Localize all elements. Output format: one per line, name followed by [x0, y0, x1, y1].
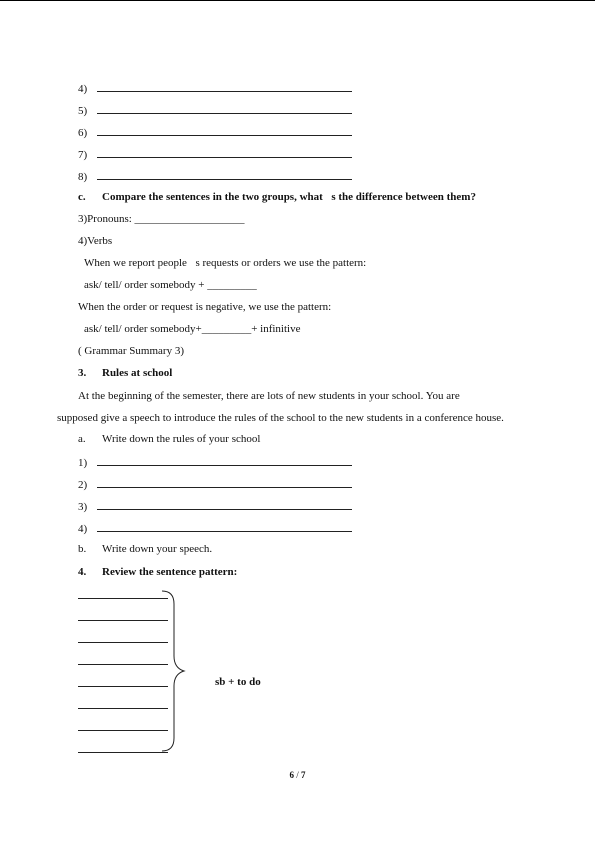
rule-line-4[interactable]	[78, 521, 352, 536]
answer-blank[interactable]	[97, 103, 352, 114]
verbs-label: 4)Verbs	[78, 235, 113, 247]
task-a	[78, 432, 260, 446]
rule-line-number: 2)	[78, 479, 88, 491]
section-4-title: Review the sentence pattern:	[102, 566, 238, 578]
current-page: 6	[289, 770, 294, 780]
answer-line-number: 4)	[78, 83, 88, 95]
rule-line-1[interactable]	[78, 455, 352, 470]
page-number	[0, 770, 595, 780]
section-4-number: 4.	[78, 566, 87, 578]
answer-line-number: 8)	[78, 171, 88, 183]
pronouns-label: 3)Pronouns:	[78, 213, 135, 225]
answer-blank[interactable]	[97, 169, 352, 180]
answer-blank[interactable]	[97, 81, 352, 92]
pattern-blank-7[interactable]	[78, 730, 168, 731]
total-pages: 7	[301, 770, 306, 780]
rule-line-number: 4)	[78, 523, 88, 535]
pronouns-row	[78, 212, 245, 226]
rule-blank[interactable]	[97, 455, 352, 466]
pattern-2: ask/ tell/ order somebody+_________+ infinitive	[84, 323, 301, 335]
pattern-label: sb + to do	[215, 676, 261, 688]
section-4-heading	[78, 565, 237, 579]
answer-blank[interactable]	[97, 125, 352, 136]
section-c-letter: c.	[78, 191, 86, 203]
rule-line-number: 3)	[78, 501, 88, 513]
answer-line-7[interactable]	[78, 147, 352, 162]
section-3-title: Rules at school	[102, 367, 173, 379]
task-b-text: Write down your speech.	[102, 543, 213, 555]
negative-text: When the order or request is negative, we use the pattern:	[78, 301, 332, 313]
requests-text: When we report people s requests or orders we use the pattern:	[84, 257, 367, 269]
answer-line-number: 6)	[78, 127, 88, 139]
page-separator: /	[293, 770, 301, 780]
answer-line-number: 5)	[78, 105, 88, 117]
page-top-rule	[0, 0, 595, 1]
section-c-title: Compare the sentences in the two groups, what s the difference between them?	[102, 191, 476, 203]
task-b-label: b.	[78, 543, 87, 555]
rule-line-number: 1)	[78, 457, 88, 469]
pattern-blank-8[interactable]	[78, 752, 168, 753]
right-brace-icon	[160, 590, 186, 752]
rule-line-3[interactable]	[78, 499, 352, 514]
pattern-blank-5[interactable]	[78, 686, 168, 687]
pattern-blank-3[interactable]	[78, 642, 168, 643]
answer-line-8[interactable]	[78, 169, 352, 184]
section-3-heading	[78, 366, 172, 380]
pattern-blank-6[interactable]	[78, 708, 168, 709]
answer-line-4[interactable]	[78, 81, 352, 96]
answer-blank[interactable]	[97, 147, 352, 158]
answer-line-5[interactable]	[78, 103, 352, 118]
task-a-text: Write down the rules of your school	[102, 433, 261, 445]
grammar-summary: ( Grammar Summary 3)	[78, 345, 184, 357]
paragraph-line-2: supposed give a speech to introduce the rules of the school to the new students in a conference house.	[57, 412, 504, 424]
pattern-1: ask/ tell/ order somebody + _________	[84, 279, 257, 291]
rule-blank[interactable]	[97, 521, 352, 532]
pronouns-blank[interactable]: ____________________	[134, 213, 245, 225]
answer-line-6[interactable]	[78, 125, 352, 140]
pattern-blank-1[interactable]	[78, 598, 168, 599]
task-b	[78, 542, 212, 556]
task-a-label: a.	[78, 433, 86, 445]
pattern-blank-2[interactable]	[78, 620, 168, 621]
rule-line-2[interactable]	[78, 477, 352, 492]
paragraph-line-1: At the beginning of the semester, there are lots of new students in your school. You are	[78, 390, 460, 402]
section-3-number: 3.	[78, 367, 87, 379]
rule-blank[interactable]	[97, 499, 352, 510]
rule-blank[interactable]	[97, 477, 352, 488]
pattern-blank-4[interactable]	[78, 664, 168, 665]
answer-line-number: 7)	[78, 149, 88, 161]
section-c-heading	[78, 190, 476, 204]
